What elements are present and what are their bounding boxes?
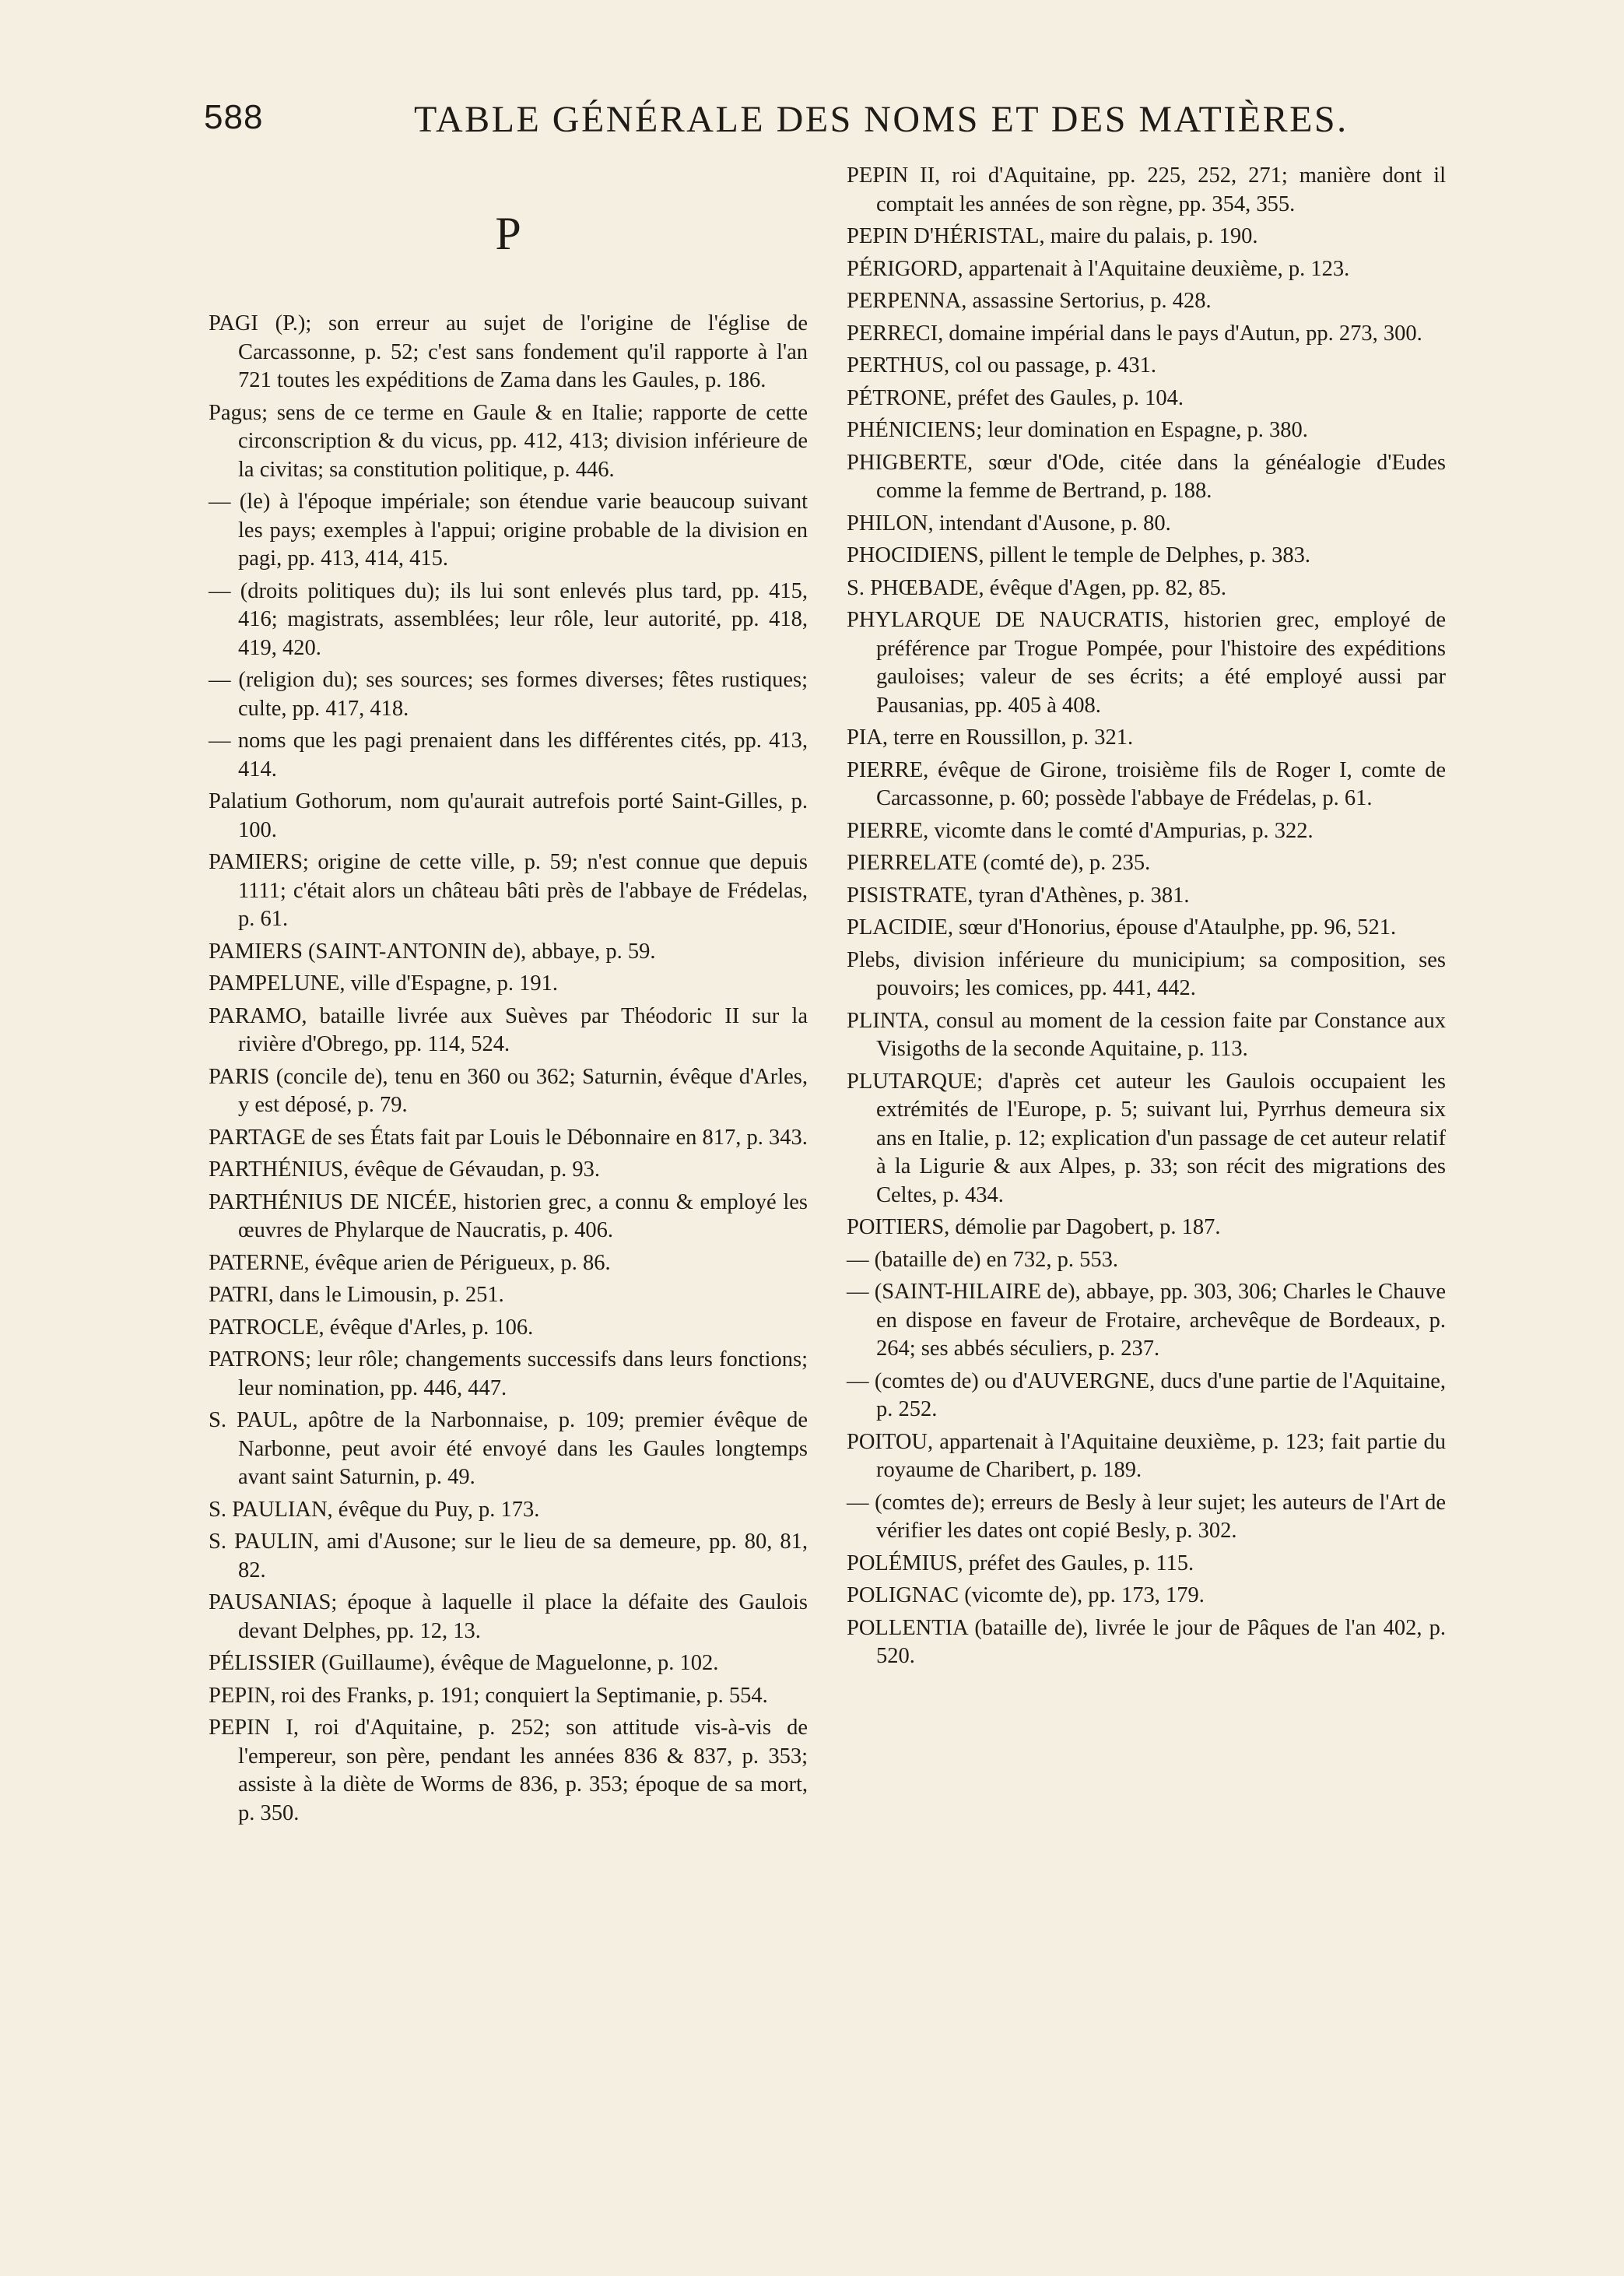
index-entry: PAMIERS (SAINT-ANTONIN de), abbaye, p. 59. <box>209 939 656 964</box>
index-entry: PEPIN II, roi d'Aquitaine, pp. 225, 252, 271; manière dont il comptait les années de son règne, pp. 354, 355. <box>847 163 1446 216</box>
index-entry: — (droits politiques du); ils lui sont enlevés plus tard, pp. 415, 416; magistrats, assemblées; leur rôle, leur autorité, pp. 418, 419, 420. <box>209 578 808 660</box>
index-entry: PARTAGE de ses États fait par Louis le Débonnaire en 817, p. 343. <box>209 1125 808 1150</box>
index-entry: PERPENNA, assassine Sertorius, p. 428. <box>847 289 1212 313</box>
index-entry: PÉRIGORD, appartenait à l'Aquitaine deuxième, p. 123. <box>847 256 1350 281</box>
index-entry: — (le) à l'époque impériale; son étendue varie beaucoup suivant les pays; exemples à l'appui; origine probable de la division en pagi, pp. 413, 414, 415. <box>209 490 808 571</box>
index-entry: PAMPELUNE, ville d'Espagne, p. 191. <box>209 971 558 996</box>
index-entry: PHIGBERTE, sœur d'Ode, citée dans la généalogie d'Eudes comme la femme de Bertrand, p. 188. <box>847 450 1446 503</box>
index-entry: — (bataille de) en 732, p. 553. <box>847 1247 1119 1272</box>
index-entry: Palatium Gothorum, nom qu'aurait autrefois porté Saint-Gilles, p. 100. <box>209 789 808 842</box>
index-entry: PERTHUS, col ou passage, p. 431. <box>847 353 1157 378</box>
index-entry: PATROCLE, évêque d'Arles, p. 106. <box>209 1315 534 1340</box>
index-entry: PAMIERS; origine de cette ville, p. 59; n'est connue que depuis 1111; c'était alors un château bâti près de l'abbaye de Frédelas, p. 61. <box>209 850 808 931</box>
index-entry: PIERRELATE (comté de), p. 235. <box>847 851 1151 875</box>
index-entry: PARAMO, bataille livrée aux Suèves par Théodoric II sur la rivière d'Obrego, pp. 114, 524. <box>209 1003 808 1056</box>
index-entry: PIERRE, vicomte dans le comté d'Ampurias, p. 322. <box>847 818 1314 843</box>
index-entry: PHOCIDIENS, pillent le temple de Delphes, p. 383. <box>847 543 1311 567</box>
index-entry: PLUTARQUE; d'après cet auteur les Gaulois occupaient les extrémités de l'Europe, p. 5; suivant lui, Pyrrhus demeura six ans en Italie, p. 12; explication d'un passage de cet auteur relatif à la Ligurie & aux Alpes, p. 33; son récit des migrations des Celtes, p. 434. <box>847 1069 1446 1207</box>
index-entry: PLACIDIE, sœur d'Honorius, épouse d'Ataulphe, pp. 96, 521. <box>847 915 1397 940</box>
index-entry: — (SAINT-HILAIRE de), abbaye, pp. 303, 306; Charles le Chauve en dispose en faveur de Frotaire, archevêque de Bordeaux, p. 264; ses abbés séculiers, p. 237. <box>847 1280 1446 1361</box>
section-letter: P <box>495 208 521 259</box>
index-entry: PIA, terre en Roussillon, p. 321. <box>847 725 1134 750</box>
left-entries <box>209 310 808 1828</box>
index-entry: PÉLISSIER (Guillaume), évêque de Maguelonne, p. 102. <box>209 1651 719 1675</box>
index-entry: POLIGNAC (vicomte de), pp. 173, 179. <box>847 1583 1205 1607</box>
index-entry: — (comtes de); erreurs de Besly à leur sujet; les auteurs de l'Art de vérifier les dates ont copié Besly, p. 302. <box>847 1490 1446 1543</box>
right-column <box>847 162 1446 1675</box>
index-entry: PHÉNICIENS; leur domination en Espagne, p. 380. <box>847 418 1308 442</box>
index-entry: PÉTRONE, préfet des Gaules, p. 104. <box>847 385 1184 410</box>
running-title: TABLE GÉNÉRALE DES NOMS ET DES MATIÈRES. <box>414 99 1349 140</box>
index-entry: PAUSANIAS; époque à laquelle il place la défaite des Gaulois devant Delphes, pp. 12, 13. <box>209 1590 808 1643</box>
index-entry: PATRONS; leur rôle; changements successifs dans leurs fonctions; leur nomination, pp. 446, 447. <box>209 1347 808 1400</box>
index-entry: S. PAULIN, ami d'Ausone; sur le lieu de sa demeure, pp. 80, 81, 82. <box>209 1530 808 1582</box>
index-entry: — (religion du); ses sources; ses formes diverses; fêtes rustiques; culte, pp. 417, 418. <box>209 668 808 721</box>
page-number: 588 <box>204 98 264 136</box>
index-entry: POLLENTIA (bataille de), livrée le jour de Pâques de l'an 402, p. 520. <box>847 1615 1446 1668</box>
index-entry: PARTHÉNIUS, évêque de Gévaudan, p. 93. <box>209 1157 601 1182</box>
index-entry: S. PHŒBADE, évêque d'Agen, pp. 82, 85. <box>847 575 1227 600</box>
index-entry: PISISTRATE, tyran d'Athènes, p. 381. <box>847 883 1190 908</box>
index-entry: PATRI, dans le Limousin, p. 251. <box>209 1283 504 1307</box>
page-header <box>204 98 1418 160</box>
right-entries <box>847 162 1446 1671</box>
index-entry: PEPIN D'HÉRISTAL, maire du palais, p. 190. <box>847 224 1258 248</box>
index-entry: PHILON, intendant d'Ausone, p. 80. <box>847 511 1171 536</box>
index-entry: PHYLARQUE DE NAUCRATIS, historien grec, employé de préférence par Trogue Pompée, pour l'histoire des expéditions gauloises; valeur de ses écrits; a été employé aussi par Pausanias, pp. 405 à 408. <box>847 608 1446 718</box>
index-entry: S. PAULIAN, évêque du Puy, p. 173. <box>209 1497 540 1522</box>
index-entry: POITIERS, démolie par Dagobert, p. 187. <box>847 1215 1221 1239</box>
left-column <box>209 202 808 1832</box>
index-entry: PAGI (P.); son erreur au sujet de l'origine de l'église de Carcassonne, p. 52; c'est sans fondement qu'il rapporte à l'an 721 toutes les expéditions de Zama dans les Gaules, p. 186. <box>209 311 808 392</box>
index-entry: S. PAUL, apôtre de la Narbonnaise, p. 109; premier évêque de Narbonne, peut avoir été envoyé dans les Gaules longtemps avant saint Saturnin, p. 49. <box>209 1408 808 1489</box>
index-entry: Pagus; sens de ce terme en Gaule & en Italie; rapporte de cette circonscription & du vicus, pp. 412, 413; division inférieure de la civitas; sa constitution politique, p. 446. <box>209 400 808 482</box>
index-entry: PEPIN I, roi d'Aquitaine, p. 252; son attitude vis-à-vis de l'empereur, son père, pendant les années 836 & 837, p. 353; assiste à la diète de Worms de 836, p. 353; époque de sa mort, p. 350. <box>209 1716 808 1825</box>
index-entry: PATERNE, évêque arien de Périgueux, p. 86. <box>209 1250 611 1275</box>
index-entry: PERRECI, domaine impérial dans le pays d'Autun, pp. 273, 300. <box>847 321 1422 346</box>
index-entry: PEPIN, roi des Franks, p. 191; conquiert la Septimanie, p. 554. <box>209 1683 768 1708</box>
index-entry: PARTHÉNIUS DE NICÉE, historien grec, a connu & employé les œuvres de Phylarque de Naucratis, p. 406. <box>209 1189 808 1242</box>
index-entry: PLINTA, consul au moment de la cession faite par Constance aux Visigoths de la seconde Aquitaine, p. 113. <box>847 1008 1446 1061</box>
index-entry: PARIS (concile de), tenu en 360 ou 362; Saturnin, évêque d'Arles, y est déposé, p. 79. <box>209 1064 808 1117</box>
index-entry: — (comtes de) ou d'AUVERGNE, ducs d'une partie de l'Aquitaine, p. 252. <box>847 1368 1446 1421</box>
index-entry: — noms que les pagi prenaient dans les différentes cités, pp. 413, 414. <box>209 729 808 781</box>
index-entry: Plebs, division inférieure du municipium; sa composition, ses pouvoirs; les comices, pp. 441, 442. <box>847 947 1446 1000</box>
index-entry: PIERRE, évêque de Girone, troisième fils de Roger I, comte de Carcassonne, p. 60; possède l'abbaye de Frédelas, p. 61. <box>847 757 1446 810</box>
index-entry: POITOU, appartenait à l'Aquitaine deuxième, p. 123; fait partie du royaume de Charibert, p. 189. <box>847 1429 1446 1482</box>
index-entry: POLÉMIUS, préfet des Gaules, p. 115. <box>847 1551 1194 1575</box>
